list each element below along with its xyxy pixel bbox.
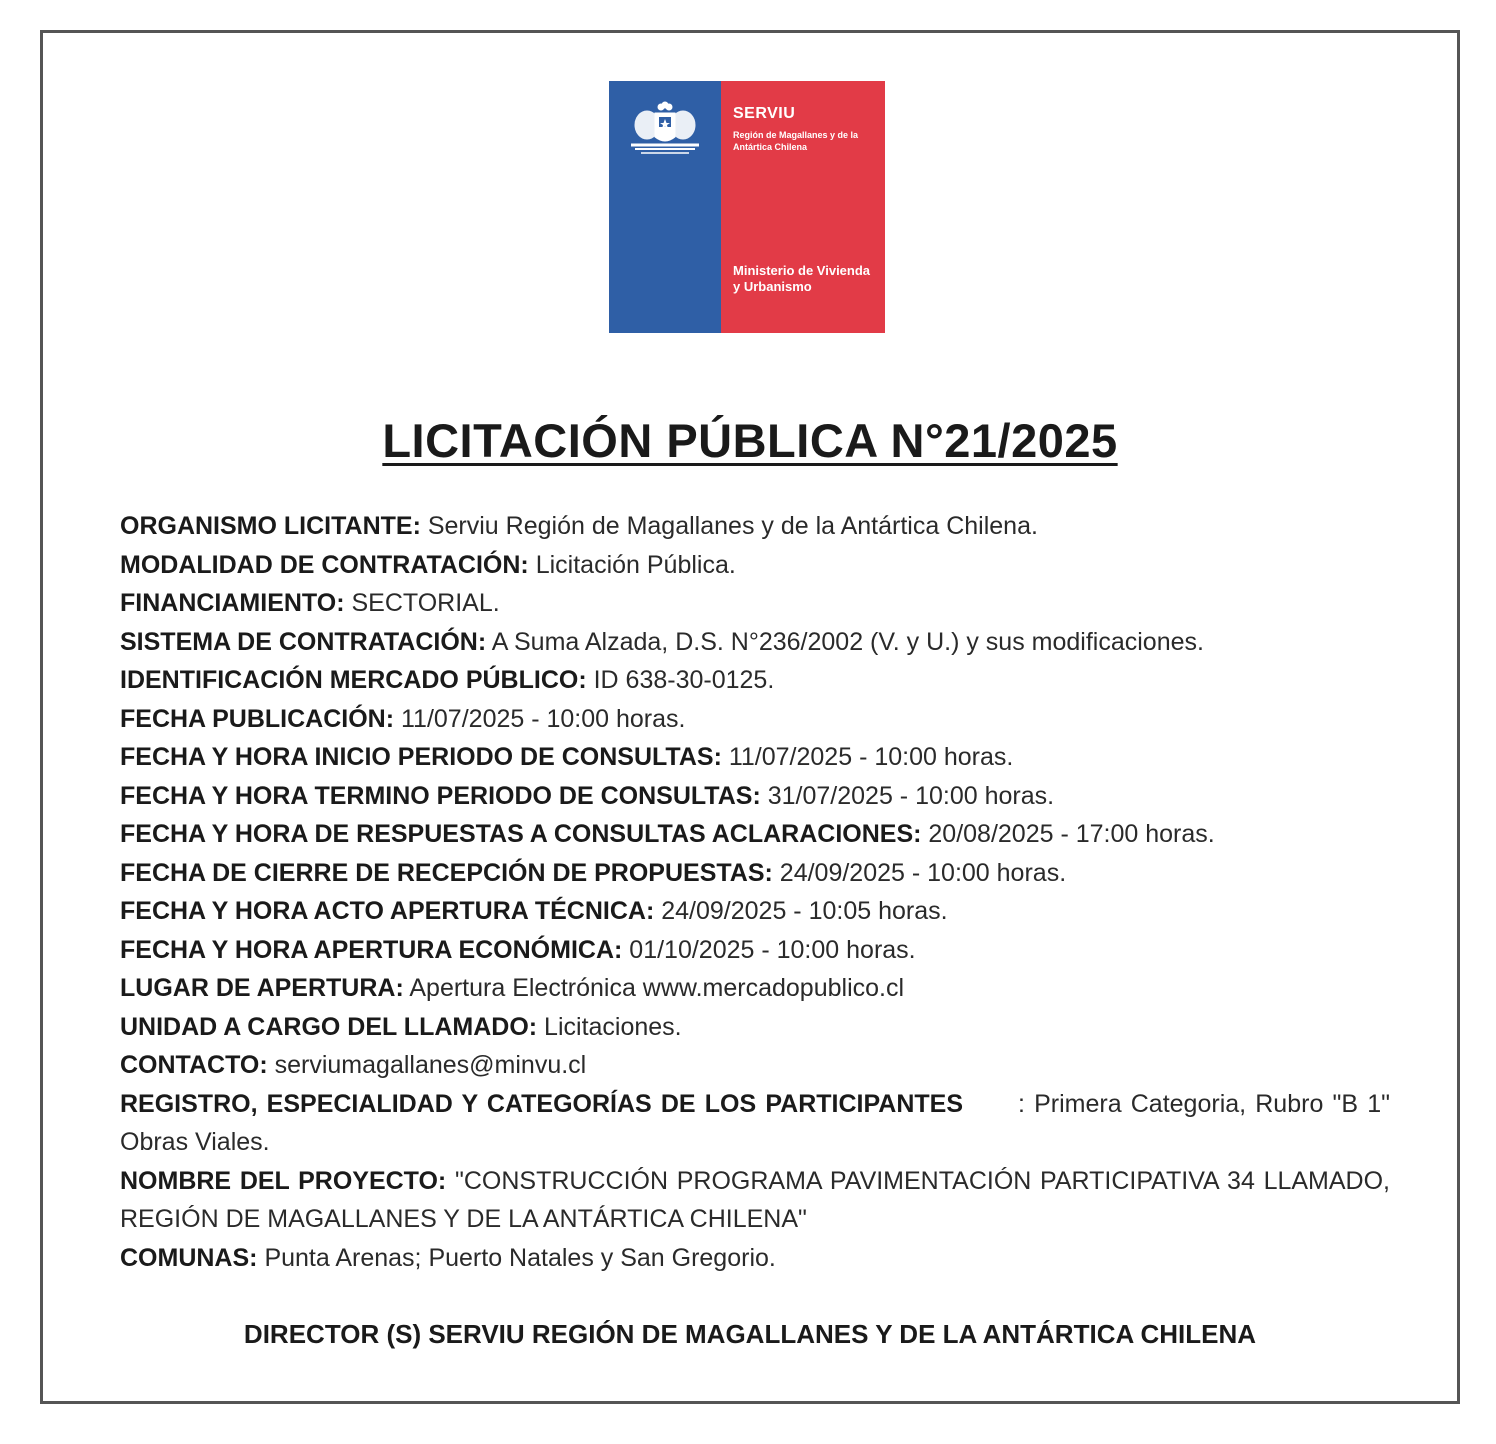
- field-registro: REGISTRO, ESPECIALIDAD Y CATEGORÍAS DE LOS PARTICIPANTES : Primera Categoria, Rubro "B 1" Obras Viales.: [120, 1089, 1397, 1156]
- field-unidad: UNIDAD A CARGO DEL LLAMADO: Licitaciones.: [120, 1012, 682, 1041]
- field-financiamiento: FINANCIAMIENTO: SECTORIAL.: [120, 589, 500, 617]
- notice-fields: [120, 507, 1397, 1277]
- signature-line: DIRECTOR (S) SERVIU REGIÓN DE MAGALLANES Y DE LA ANTÁRTICA CHILENA: [243, 1319, 1257, 1349]
- field-apertura-tecnica: FECHA Y HORA ACTO APERTURA TÉCNICA: 24/09/2025 - 10:05 horas.: [120, 897, 948, 925]
- logo-agency-name: SERVIU: [733, 105, 796, 122]
- field-inicio-consultas: FECHA Y HORA INICIO PERIODO DE CONSULTAS: 11/07/2025 - 10:00 horas.: [120, 743, 1014, 771]
- field-organismo: ORGANISMO LICITANTE: Serviu Región de Magallanes y de la Antártica Chilena.: [120, 512, 1038, 540]
- field-respuestas: FECHA Y HORA DE RESPUESTAS A CONSULTAS ACLARACIONES: 20/08/2025 - 17:00 horas.: [120, 820, 1215, 848]
- field-identificacion: IDENTIFICACIÓN MERCADO PÚBLICO: ID 638-30-0125.: [120, 666, 775, 694]
- field-apertura-economica: FECHA Y HORA APERTURA ECONÓMICA: 01/10/2025 - 10:00 horas.: [120, 935, 916, 964]
- field-contacto: CONTACTO: serviumagallanes@minvu.cl: [120, 1051, 587, 1079]
- field-modalidad: MODALIDAD DE CONTRATACIÓN: Licitación Pública.: [120, 550, 736, 579]
- logo-region-text: Región de Magallanes y de la Antártica Chilena: [733, 130, 859, 152]
- field-sistema: SISTEMA DE CONTRATACIÓN: A Suma Alzada, D.S. N°236/2002 (V. y U.) y sus modificaciones.: [120, 627, 1204, 656]
- logo-ministry-text: Ministerio de Vivienda y Urbanismo: [733, 263, 871, 294]
- field-lugar-apertura: LUGAR DE APERTURA: Apertura Electrónica www.mercadopublico.cl: [120, 974, 905, 1002]
- field-nombre-proyecto: NOMBRE DEL PROYECTO: "CONSTRUCCIÓN PROGRAMA PAVIMENTACIÓN PARTICIPATIVA 34 LLAMADO, REGIÓN DE MAGALLANES Y DE LA ANTÁRTICA CHILENA": [120, 1166, 1390, 1233]
- field-fecha-publicacion: FECHA PUBLICACIÓN: 11/07/2025 - 10:00 horas.: [120, 704, 686, 733]
- field-termino-consultas: FECHA Y HORA TERMINO PERIODO DE CONSULTAS: 31/07/2025 - 10:00 horas.: [120, 781, 1055, 810]
- notice-frame: [40, 30, 1460, 1404]
- notice-title: LICITACIÓN PÚBLICA N°21/2025: [382, 414, 1118, 467]
- logo-red-panel: [721, 81, 885, 333]
- coat-of-arms-icon: [617, 91, 713, 161]
- field-cierre-propuestas: FECHA DE CIERRE DE RECEPCIÓN DE PROPUESTAS: 24/09/2025 - 10:00 horas.: [120, 858, 1067, 887]
- serviu-logo: [609, 81, 885, 333]
- field-comunas: COMUNAS: Punta Arenas; Puerto Natales y San Gregorio.: [120, 1243, 776, 1272]
- logo-blue-panel: [609, 81, 721, 333]
